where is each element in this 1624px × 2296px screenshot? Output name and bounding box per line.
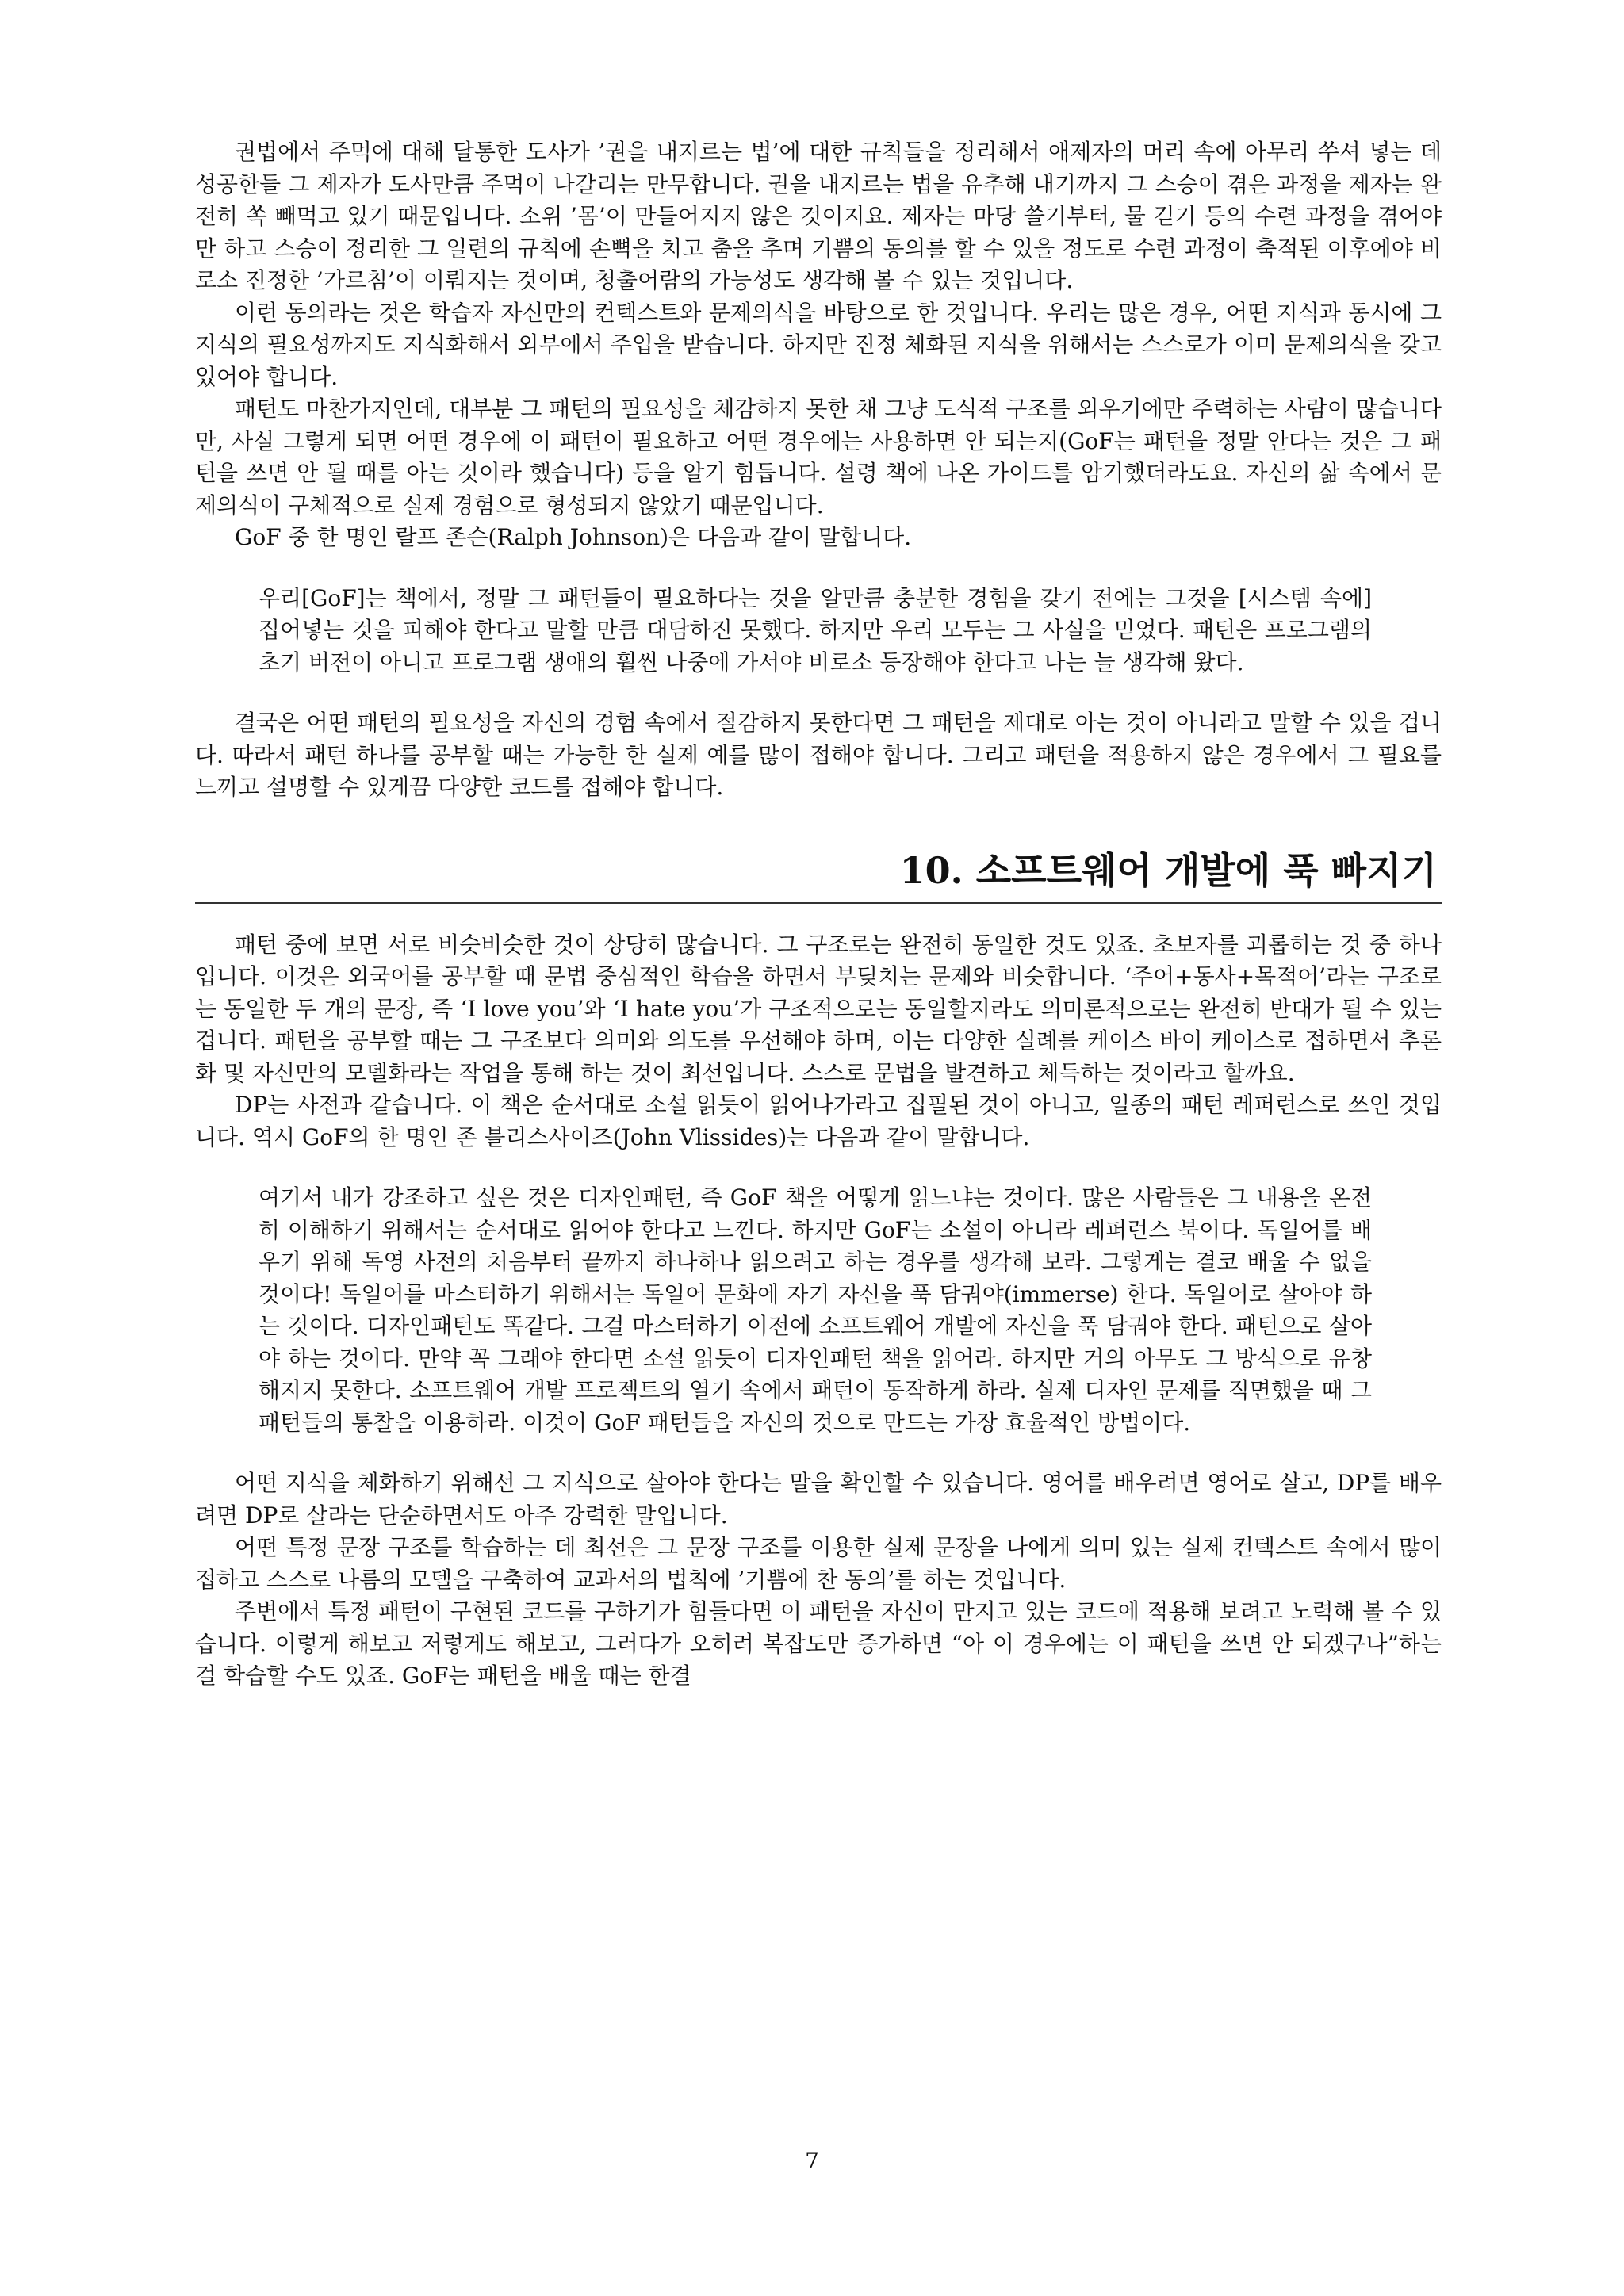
- page-number: 7: [805, 2148, 819, 2174]
- body-paragraph: 패턴 중에 보면 서로 비슷비슷한 것이 상당히 많습니다. 그 구조로는 완전히 동일한 것도 있죠. 초보자를 괴롭히는 것 중 하나입니다. 이것은 외국어를 공부할 때 문법 중심적인 학습을 하면서 부딪치는 문제와 비슷합니다. ‘주어+동사+목적어’라는 구조로는 동일한 두 개의 문장, 즉 ‘I love you’와 ‘I hate you’가 구조적으로는 동일할지라도 의미론적으로는 완전히 반대가 될 수 있는 겁니다. 패턴을 공부할 때는 그 구조보다 의미와 의도를 우선해야 하며, 이는 다양한 실례를 케이스 바이 케이스로 접하면서 추론화 및 자신만의 모델화라는 작업을 통해 하는 것이 최선입니다. 스스로 문법을 발견하고 체득하는 것이라고 할까요.: [195, 931, 1442, 1086]
- quote-text: 우리[GoF]는 책에서, 정말 그 패턴들이 필요하다는 것을 알만큼 충분한 경험을 갖기 전에는 그것을 [시스템 속에] 집어넣는 것을 피해야 한다고 말할 만큼 대담하진 못했다. 하지만 우리 모두는 그 사실을 믿었다. 패턴은 프로그램의 초기 버전이 아니고 프로그램 생애의 훨씬 나중에 가서야 비로소 등장해야 한다고 나는 늘 생각해 왔다.: [259, 584, 1372, 675]
- section-heading: 10. 소프트웨어 개발에 푹 빠지기: [195, 845, 1442, 904]
- body-paragraph: GoF 중 한 명인 랄프 존슨(Ralph Johnson)은 다음과 같이 말합니다.: [235, 524, 912, 550]
- section-body: [195, 929, 1442, 1693]
- body-paragraph: 결국은 어떤 패턴의 필요성을 자신의 경험 속에서 절감하지 못한다면 그 패턴을 제대로 아는 것이 아니라고 말할 수 있을 겁니다. 따라서 패턴 하나를 공부할 때는 가능한 한 실제 예를 많이 접해야 합니다. 그리고 패턴을 적용하지 않은 경우에서 그 필요를 느끼고 설명할 수 있게끔 다양한 코드를 접해야 합니다.: [195, 710, 1442, 800]
- quote-text: 여기서 내가 강조하고 싶은 것은 디자인패턴, 즉 GoF 책을 어떻게 읽느냐는 것이다. 많은 사람들은 그 내용을 온전히 이해하기 위해서는 순서대로 읽어야 한다고 느낀다. 하지만 GoF는 소설이 아니라 레퍼런스 북이다. 독일어를 배우기 위해 독영 사전의 처음부터 끝까지 하나하나 읽으려고 하는 경우를 생각해 보라. 그렇게는 결코 배울 수 없을 것이다! 독일어를 마스터하기 위해서는 독일어 문화에 자기 자신을 푹 담궈야(immerse) 한다. 독일어로 살아야 하는 것이다. 디자인패턴도 똑같다. 그걸 마스터하기 이전에 소프트웨어 개발에 자신을 푹 담궈야 한다. 패턴으로 살아야 하는 것이다. 만약 꼭 그래야 한다면 소설 읽듯이 디자인패턴 책을 읽어라. 하지만 거의 아무도 그 방식으로 유창해지지 못한다. 소프트웨어 개발 프로젝트의 열기 속에서 패턴이 동작하게 하라. 실제 디자인 문제를 직면했을 때 그 패턴들의 통찰을 이용하라. 이것이 GoF 패턴들을 자신의 것으로 만드는 가장 효율적인 방법이다.: [259, 1184, 1372, 1436]
- body-paragraph: DP는 사전과 같습니다. 이 책은 순서대로 소설 읽듯이 읽어나가라고 집필된 것이 아니고, 일종의 패턴 레퍼런스로 쓰인 것입니다. 역시 GoF의 한 명인 존 블리스사이즈(John Vlissides)는 다음과 같이 말합니다.: [195, 1092, 1442, 1150]
- body-paragraph: 패턴도 마찬가지인데, 대부분 그 패턴의 필요성을 체감하지 못한 채 그냥 도식적 구조를 외우기에만 주력하는 사람이 많습니다만, 사실 그렇게 되면 어떤 경우에 이 패턴이 필요하고 어떤 경우에는 사용하면 안 되는지(GoF는 패턴을 정말 안다는 것은 그 패턴을 쓰면 안 될 때를 아는 것이라 했습니다) 등을 알기 힘듭니다. 설령 책에 나온 가이드를 암기했더라도요. 자신의 삶 속에서 문제의식이 구체적으로 실제 경험으로 형성되지 않았기 때문입니다.: [195, 396, 1442, 519]
- body-paragraph: 권법에서 주먹에 대해 달통한 도사가 ’권을 내지르는 법’에 대한 규칙들을 정리해서 애제자의 머리 속에 아무리 쑤셔 넣는 데 성공한들 그 제자가 도사만큼 주먹이 나갈리는 만무합니다. 권을 내지르는 법을 유추해 내기까지 그 스승이 겪은 과정을 제자는 완전히 쏙 빼먹고 있기 때문입니다. 소위 ’몸’이 만들어지지 않은 것이지요. 제자는 마당 쓸기부터, 물 긷기 등의 수련 과정을 겪어야만 하고 스승이 정리한 그 일련의 규칙에 손뼉을 치고 춤을 추며 기쁨의 동의를 할 수 있을 정도로 수련 과정이 축적된 이후에야 비로소 진정한 ’가르침’이 이뤄지는 것이며, 청출어람의 가능성도 생각해 볼 수 있는 것입니다.: [195, 139, 1442, 293]
- block-quote-john-vlissides: [259, 1182, 1372, 1439]
- block-quote-ralph-johnson: [259, 583, 1372, 679]
- page-content: [195, 136, 1442, 1693]
- body-paragraph: 어떤 지식을 체화하기 위해선 그 지식으로 살아야 한다는 말을 확인할 수 있습니다. 영어를 배우려면 영어로 살고, DP를 배우려면 DP로 살라는 단순하면서도 아주 강력한 말입니다.: [195, 1470, 1442, 1529]
- body-paragraph: 주변에서 특정 패턴이 구현된 코드를 구하기가 힘들다면 이 패턴을 자신이 만지고 있는 코드에 적용해 보려고 노력해 볼 수 있습니다. 이렇게 해보고 저렇게도 해보고, 그러다가 오히려 복잡도만 증가하면 “아 이 경우에는 이 패턴을 쓰면 안 되겠구나”하는 걸 학습할 수도 있죠. GoF는 패턴을 배울 때는 한결: [195, 1598, 1442, 1689]
- body-paragraph: 어떤 특정 문장 구조를 학습하는 데 최선은 그 문장 구조를 이용한 실제 문장을 나에게 의미 있는 실제 컨텍스트 속에서 많이 접하고 스스로 나름의 모델을 구축하여 교과서의 법칙에 ’기쁨에 찬 동의’를 하는 것입니다.: [195, 1534, 1442, 1593]
- body-paragraph: 이런 동의라는 것은 학습자 자신만의 컨텍스트와 문제의식을 바탕으로 한 것입니다. 우리는 많은 경우, 어떤 지식과 동시에 그 지식의 필요성까지도 지식화해서 외부에서 주입을 받습니다. 하지만 진정 체화된 지식을 위해서는 스스로가 이미 문제의식을 갖고 있어야 합니다.: [195, 299, 1442, 390]
